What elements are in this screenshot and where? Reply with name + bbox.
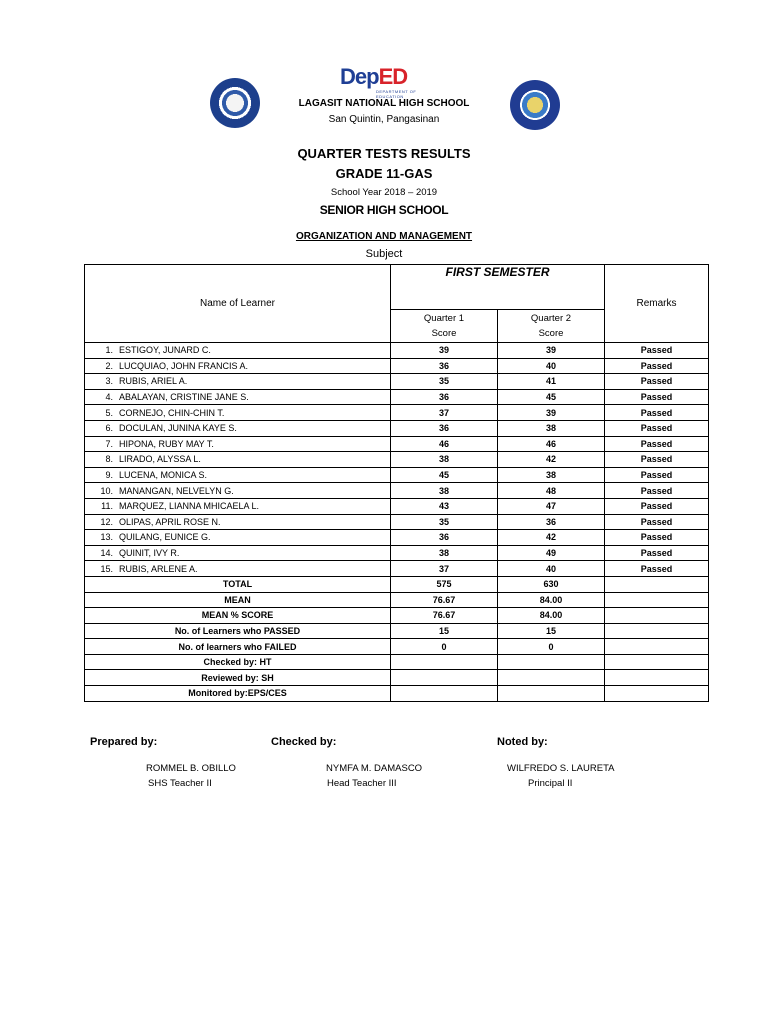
table-row [85,374,709,390]
learner-number: 14. [100,548,113,559]
summary-row [85,608,709,624]
summary-q1: 575 [391,576,498,592]
summary-label: No. of Learners who PASSED [85,623,391,639]
remarks-header: Remarks [605,265,709,343]
remarks-cell: Passed [605,561,709,577]
q2-score: 40 [498,561,605,577]
learner-name: OLIPAS, APRIL ROSE N. [119,516,221,527]
summary-remarks [605,639,709,655]
remarks-cell: Passed [605,530,709,546]
learner-cell [85,389,391,405]
learner-number: 11. [101,501,113,512]
q2-score: 39 [498,405,605,421]
learner-number: 8. [105,454,113,465]
summary-label: TOTAL [85,576,391,592]
table-row [85,561,709,577]
learner-cell [85,436,391,452]
q2-score: 36 [498,514,605,530]
learner-number: 15. [100,563,113,574]
school-year: School Year 2018 – 2019 [330,187,438,198]
school-location: San Quintin, Pangasinan [328,114,440,125]
table-row [85,498,709,514]
summary-remarks [605,670,709,686]
summary-q1: 15 [391,623,498,639]
table-row [85,343,709,359]
table-row [85,467,709,483]
table-row [85,420,709,436]
q2-score: 39 [498,343,605,359]
q1-score: 37 [391,405,498,421]
q2-score: 40 [498,358,605,374]
remarks-cell: Passed [605,389,709,405]
semester-header: FIRST SEMESTER [391,265,605,310]
q1-score: 36 [391,420,498,436]
summary-q2: 84.00 [498,592,605,608]
summary-q1 [391,686,498,702]
noted-by-title: Principal II [528,778,573,789]
learner-name: HIPONA, RUBY MAY T. [119,438,214,449]
learner-cell [85,561,391,577]
learner-cell [85,358,391,374]
learner-number: 5. [105,407,113,418]
learner-name: CORNEJO, CHIN-CHIN T. [119,407,225,418]
learner-cell [85,420,391,436]
learner-name: ESTIGOY, JUNARD C. [119,345,211,356]
table-row [85,358,709,374]
q2-header-line1: Quarter 2 [530,313,572,324]
summary-q2: 630 [498,576,605,592]
remarks-cell: Passed [605,405,709,421]
summary-remarks [605,686,709,702]
learner-name: DOCULAN, JUNINA KAYE S. [119,423,237,434]
name-header: Name of Learner [85,265,391,343]
learner-name: LIRADO, ALYSSA L. [119,454,201,465]
q1-score: 46 [391,436,498,452]
subject-name: ORGANIZATION AND MANAGEMENT [295,231,473,242]
learner-cell [85,467,391,483]
learner-number: 1. [105,345,113,356]
learner-name: QUINIT, IVY R. [119,548,180,559]
q2-score: 46 [498,436,605,452]
summary-row [85,623,709,639]
learner-name: MANANGAN, NELVELYN G. [119,485,234,496]
q2-score: 42 [498,452,605,468]
table-row [85,452,709,468]
q1-score: 39 [391,343,498,359]
q1-score: 38 [391,452,498,468]
summary-label: MEAN [85,592,391,608]
learner-number: 4. [105,392,113,403]
q1-score: 36 [391,389,498,405]
q1-score: 36 [391,530,498,546]
learner-cell [85,530,391,546]
learner-cell [85,483,391,499]
learner-name: MARQUEZ, LIANNA MHICAELA L. [119,501,260,512]
q1-header-line2: Score [431,328,457,339]
summary-row [85,654,709,670]
q2-score: 38 [498,467,605,483]
learner-number: 13. [100,532,113,543]
q1-score: 38 [391,483,498,499]
q2-score: 48 [498,483,605,499]
summary-remarks [605,576,709,592]
summary-remarks [605,623,709,639]
learner-cell [85,514,391,530]
remarks-cell: Passed [605,420,709,436]
learner-number: 10. [100,485,113,496]
learner-cell [85,343,391,359]
level-title: SENIOR HIGH SCHOOL [319,203,449,217]
table-row [85,389,709,405]
summary-q2 [498,686,605,702]
checked-by-label: Checked by: [271,736,337,748]
q1-score: 45 [391,467,498,483]
table-row [85,530,709,546]
q2-header-line2: Score [538,328,564,339]
grade-title: GRADE 11-GAS [335,166,433,181]
noted-by-name: WILFREDO S. LAURETA [507,763,615,774]
report-title: QUARTER TESTS RESULTS [297,146,471,161]
remarks-cell: Passed [605,358,709,374]
learner-cell [85,545,391,561]
learner-number: 12. [100,516,113,527]
learner-number: 6. [105,423,113,434]
remarks-cell: Passed [605,452,709,468]
q1-header [391,310,498,343]
table-row [85,436,709,452]
noted-by-label: Noted by: [497,736,548,748]
summary-label: No. of learners who FAILED [85,639,391,655]
deped-logo [340,64,436,99]
prepared-by-name: ROMMEL B. OBILLO [146,763,236,774]
q2-score: 47 [498,498,605,514]
summary-q1 [391,670,498,686]
table-row [85,545,709,561]
remarks-cell: Passed [605,374,709,390]
results-table [84,264,709,702]
learner-number: 9. [105,470,113,481]
learner-cell [85,374,391,390]
subject-label: Subject [365,248,403,260]
q1-score: 43 [391,498,498,514]
learner-cell [85,452,391,468]
learner-number: 3. [105,376,113,387]
summary-q2: 15 [498,623,605,639]
summary-q2: 84.00 [498,608,605,624]
summary-q2 [498,670,605,686]
q1-score: 38 [391,545,498,561]
table-row [85,405,709,421]
remarks-cell: Passed [605,498,709,514]
summary-remarks [605,654,709,670]
q2-score: 49 [498,545,605,561]
deped-logo-subtext: DEPARTMENT OF EDUCATION [376,89,417,99]
summary-row [85,592,709,608]
learner-name: ABALAYAN, CRISTINE JANE S. [119,392,249,403]
summary-q2 [498,654,605,670]
remarks-cell: Passed [605,343,709,359]
learner-rows [85,343,709,577]
learner-name: RUBIS, ARLENE A. [119,563,198,574]
learner-number: 7. [105,438,113,449]
deped-logo-text-a: Dep [340,64,379,89]
summary-label: Checked by: HT [85,654,391,670]
prepared-by-label: Prepared by: [90,736,158,748]
school-name: LAGASIT NATIONAL HIGH SCHOOL [298,98,470,109]
summary-label: MEAN % SCORE [85,608,391,624]
checked-by-name: NYMFA M. DAMASCO [326,763,423,774]
learner-name: RUBIS, ARIEL A. [119,376,188,387]
summary-q1: 0 [391,639,498,655]
learner-name: LUCQUIAO, JOHN FRANCIS A. [119,360,249,371]
deped-logo-text-b: ED [378,64,408,89]
q2-score: 45 [498,389,605,405]
learner-cell [85,405,391,421]
learner-cell [85,498,391,514]
q1-score: 36 [391,358,498,374]
remarks-cell: Passed [605,436,709,452]
summary-label: Monitored by:EPS/CES [85,686,391,702]
table-row [85,514,709,530]
remarks-cell: Passed [605,545,709,561]
summary-label: Reviewed by: SH [85,670,391,686]
summary-row [85,639,709,655]
q2-header [498,310,605,343]
summary-row [85,686,709,702]
remarks-cell: Passed [605,467,709,483]
q2-score: 42 [498,530,605,546]
summary-q1 [391,654,498,670]
checked-by-title: Head Teacher III [327,778,397,789]
q2-score: 38 [498,420,605,436]
summary-q1: 76.67 [391,608,498,624]
summary-row [85,576,709,592]
remarks-cell: Passed [605,483,709,499]
q1-score: 35 [391,374,498,390]
q2-score: 41 [498,374,605,390]
remarks-cell: Passed [605,514,709,530]
summary-remarks [605,608,709,624]
learner-name: QUILANG, EUNICE G. [119,532,211,543]
q1-header-line1: Quarter 1 [423,313,465,324]
summary-q2: 0 [498,639,605,655]
prepared-by-title: SHS Teacher II [148,778,212,789]
q1-score: 37 [391,561,498,577]
summary-row [85,670,709,686]
summary-rows [85,576,709,701]
learner-number: 2. [105,360,113,371]
learner-name: LUCENA, MONICA S. [119,470,208,481]
summary-remarks [605,592,709,608]
q1-score: 35 [391,514,498,530]
table-header-row [85,265,709,310]
summary-q1: 76.67 [391,592,498,608]
table-row [85,483,709,499]
